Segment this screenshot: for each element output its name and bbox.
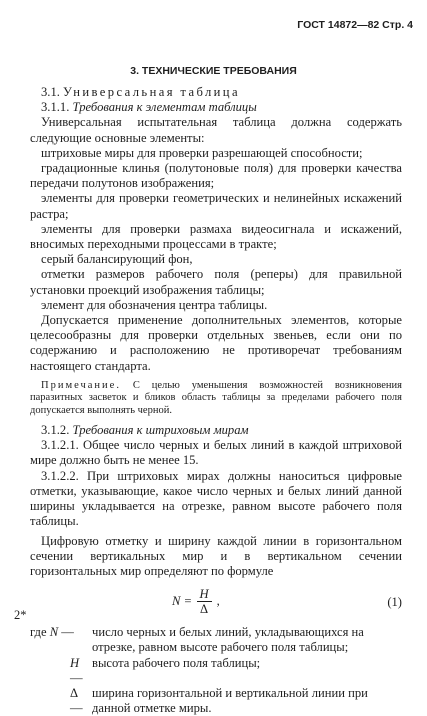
subsection-title: Требования к штриховым мирам [72,423,249,438]
list-item: отметки размеров рабочего поля (реперы) для правильной установки проекций изображения таблицы; [30,267,402,297]
list-item: элементы для проверки размаха видеосигнала и искажений, вносимых переходными процессами в тракте; [30,221,402,252]
definition-text: число черных и белых линий, укладывающихся на отрезке, равном высоте рабочего поля таблицы; [92,625,364,655]
subsection-heading-3-1 [30,85,402,100]
note [30,380,402,417]
subsection-number: 3.1. [41,85,60,99]
subsection-title: Универсальная таблица [63,85,240,99]
definition-row [30,656,402,686]
definitions [30,625,402,716]
subsection-title: Требования к элементам таблицы [72,100,257,115]
definition-dash: — [70,701,83,716]
page-mark: 2* [14,608,27,622]
definition-term [30,625,92,655]
note-label: Примечание. [41,379,121,391]
definition-dash: — [70,670,83,685]
formula-number: (1) [387,595,402,610]
page-header: ГОСТ 14872—82 Стр. 4 [297,19,413,31]
definition-row [30,686,402,716]
subsection-heading-3-1-1 [30,100,402,115]
paragraph-3-1-2-1: 3.1.2.1. Общее число черных и белых линий в каждой штриховой мире должно быть не менее 15. [30,438,402,468]
formula-denominator: Δ [200,602,209,617]
definition-symbol: Δ [70,685,78,700]
definition-row [30,625,402,655]
formula-block [30,585,402,621]
section-title: 3. ТЕХНИЧЕСКИЕ ТРЕБОВАНИЯ [130,65,297,77]
list-item: элементы для проверки геометрических и нелинейных искажений растра; [30,191,402,221]
definition-term [30,656,92,686]
formula-trail: , [216,594,220,608]
formula-numerator: H [197,587,212,602]
subsection-heading-3-1-2 [30,423,402,438]
note-text: С целью уменьшения возможностей возникновения паразитных засветок и бликов область таблицы за пределами рабочего поля допускается выполнять черной. [30,379,403,416]
subsection-number: 3.1.2. [41,423,70,438]
formula-lhs: N [172,594,181,608]
definition-text: ширина горизонтальной и вертикальной линии при данной отметке миры. [92,685,368,716]
list-item: штриховые миры для проверки разрешающей способности; [41,145,363,160]
paragraph-allowed: Допускается применение дополнительных элементов, которые целесообразны для проверки отдельных звеньев, если они по содержанию и расположению не противоречат требованиям настоящего стандарта. [30,313,402,373]
subsection-number: 3.1.1. [41,100,70,115]
list-item: градационные клинья (полутоновые поля) для проверки качества передачи полутонов изображения; [30,161,402,191]
paragraph-formula-intro: Цифровую отметку и ширину каждой линии в горизонтальном сечении вертикальных мир и в вертикальном сечении горизонтальных мир определяют по формуле [30,533,402,578]
definition-term [30,686,92,716]
paragraph-intro: Универсальная испытательная таблица должна содержать следующие основные элементы: [30,115,402,145]
definition-symbol: N [49,625,59,640]
list-item: элемент для обозначения центра таблицы. [41,297,268,312]
definition-prefix: где [30,625,47,640]
definition-text: высота рабочего поля таблицы; [92,655,261,670]
document-body [30,85,402,716]
formula-equals: = [184,594,192,608]
definition-symbol: H [70,655,80,670]
formula-fraction [197,587,212,616]
list-item: серый балансирующий фон, [41,252,193,267]
formula [172,587,220,616]
definition-dash: — [61,625,74,640]
paragraph-3-1-2-2: 3.1.2.2. При штриховых мирах должны наноситься цифровые отметки, указывающие, какое число черных и белых линий данной ширины укладывается на отрезке, равном высоте рабочего поля таблицы. [30,468,402,529]
